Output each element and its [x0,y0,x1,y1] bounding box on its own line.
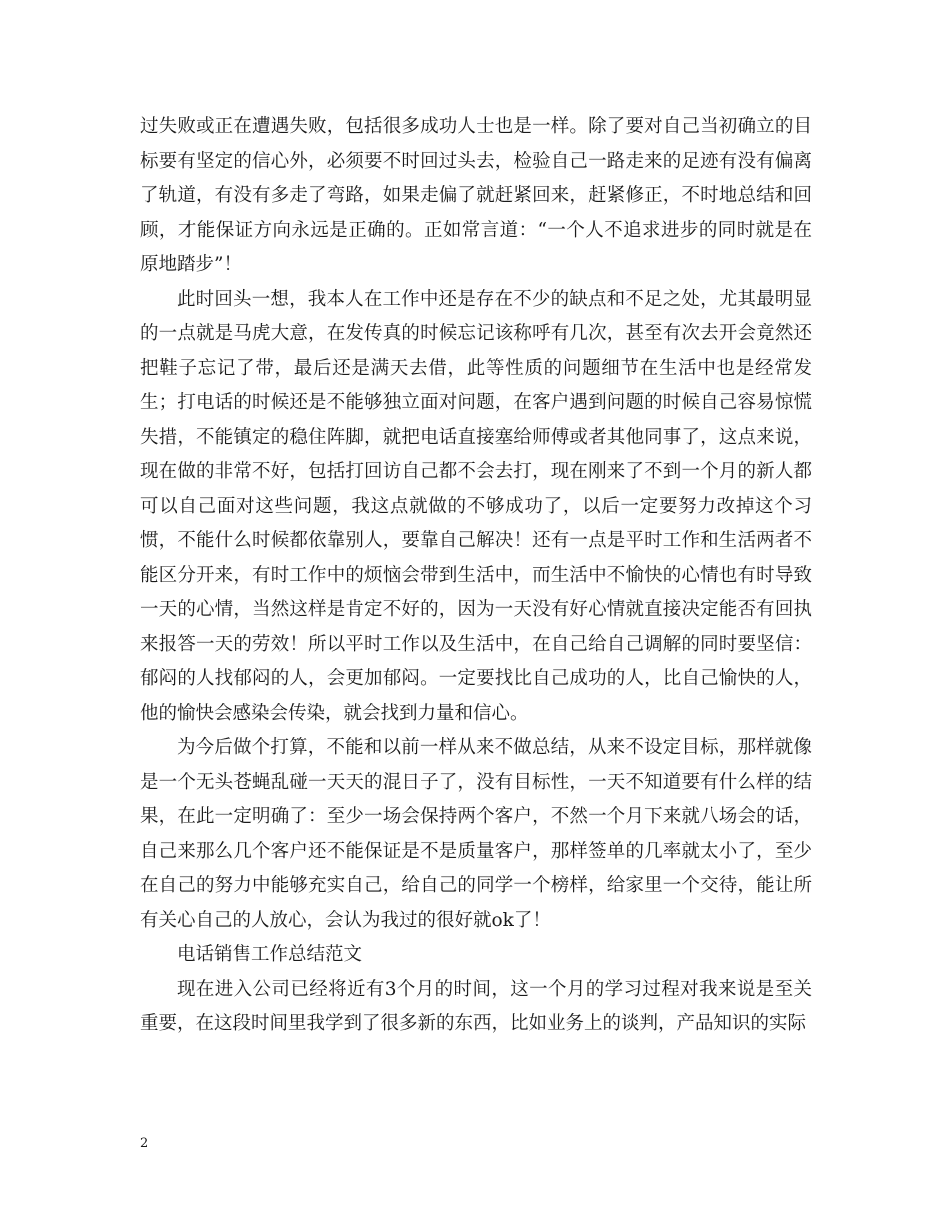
paragraph-self-reflection: 此时回头一想，我本人在工作中还是存在不少的缺点和不足之处，尤其最明显的一点就是马虎大意，在发传真的时候忘记该称呼有几次，甚至有次去开会竟然还把鞋子忘记了带，最后还是满天去借，此等性质的问题细节在生活中也是经常发生；打电话的时候还是不能够独立面对问题，在客户遇到问题的时候自己容易惊慌失措，不能镇定的稳住阵脚，就把电话直接塞给师傅或者其他同事了，这点来说，现在做的非常不好，包括打回访自己都不会去打，现在刚来了不到一个月的新人都可以自己面对这些问题，我这点就做的不够成功了，以后一定要努力改掉这个习惯，不能什么时候都依靠别人，要靠自己解决！还有一点是平时工作和生活两者不能区分开来，有时工作中的烦恼会带到生活中，而生活中不愉快的心情也有时导致一天的心情，当然这样是肯定不好的，因为一天没有好心情就直接决定能否有回执来报答一天的劳效！所以平时工作以及生活中，在自己给自己调解的同时要坚信：郁闷的人找郁闷的人，会更加郁闷。一定要找比自己成功的人，比自己愉快的人，他的愉快会感染会传染，就会找到力量和信心。 [140,288,812,724]
paragraph-continuation: 过失败或正在遭遇失败，包括很多成功人士也是一样。除了要对自己当初确立的目标要有坚定的信心外，必须要不时回过头去，检验自己一路走来的足迹有没有偏离了轨道，有没有多走了弯路，如果走偏了就赶紧回来，赶紧修正，不时地总结和回顾，才能保证方向永远是正确的。正如常言道：“一个人不追求进步的同时就是在原地踏步”！ [140,116,812,275]
paragraph-new-section: 现在进入公司已经将近有3个月的时间，这一个月的学习过程对我来说是至关重要，在这段时间里我学到了很多新的东西，比如业务上的谈判，产品知识的实际 [140,978,812,1034]
paragraph-future-plan: 为今后做个打算，不能和以前一样从来不做总结，从来不设定目标，那样就像是一个无头苍蝇乱碰一天天的混日子了，没有目标性，一天不知道要有什么样的结果，在此一定明确了：至少一场会保持两个客户，不然一个月下来就八场会的话，自己来那么几个客户还不能保证是不是质量客户，那样签单的几率就太小了，至少在自己的努力中能够充实自己，给自己的同学一个榜样，给家里一个交待，能让所有关心自己的人放心，会认为我过的很好就ok了！ [140,737,812,931]
page-number: 2 [140,1136,149,1151]
section-heading: 电话销售工作总结范文 [177,944,363,965]
document-body [140,110,812,1042]
